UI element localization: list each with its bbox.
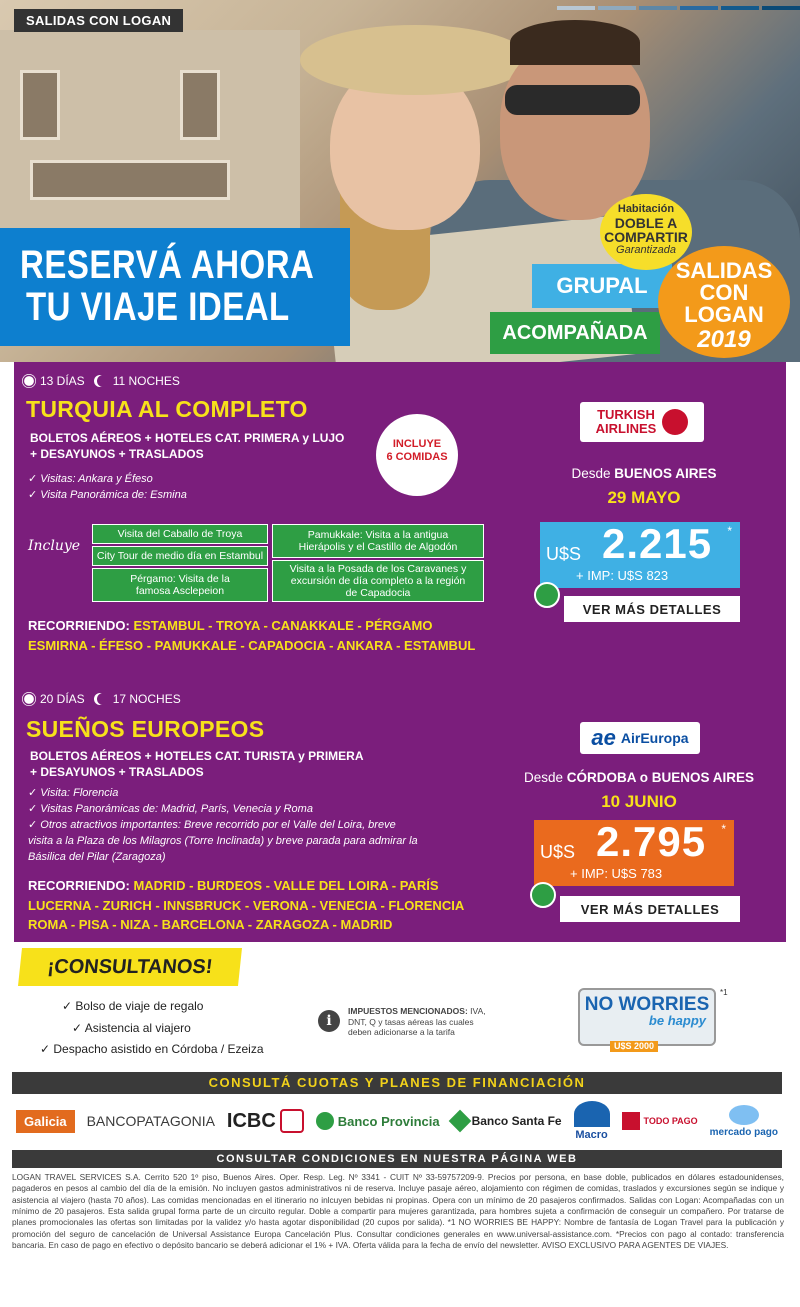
habitacion-badge: Habitación DOBLE A COMPARTIR Garantizada [600,194,692,270]
taxes: + IMP: U$S 783 [570,866,663,881]
section-tag: SALIDAS CON LOGAN [14,9,183,32]
trip-subtitle: BOLETOS AÉREOS + HOTELES CAT. TURISTA y PRIMERA + DESAYUNOS + TRASLADOS [30,749,364,780]
info-icon: i [318,1010,340,1032]
list-item: ✓ Visitas Panorámicas de: Madrid, París, Venecia y Roma [28,802,418,818]
galicia-logo: Galicia [16,1110,75,1133]
trip-route: RECORRIENDO: ESTAMBUL - TROYA - CANAKKALE - PÉRGAMO ESMIRNA - ÉFESO - PAMUKKALE - CAPADOCIA - ANKARA - ESTAMBUL [28,618,476,653]
legal-text: LOGAN TRAVEL SERVICES S.A. Cerrito 520 1º piso, Buenos Aires. Oper. Resp. Leg. Nº 3341 - CUIT Nº 33-59757209-9. Precios por persona, en base doble, publicados en dólares estadounidenses, pagaderos en pesos al cambio del día de la emisión. No incluyen gastos administrativos ni de reserva. Incluye pasaje aéreo, alojamiento con régimen de comidas, traslados y excursiones según se indique y asistencia al viajero (hasta 70 años). Las comidas mencionadas en el itinerario no inlcuyen bebidas ni propinas. Opera con un mínimo de 20 pasajeros confirmados. Salidas con Logan: Acompañadas con un mínimo de 20 pasajeros. Esta salida grupal forma parte de un circuito regular. Doble a compartir para mujeres garantizada, para hombres sujeta a confirmación de conseguir un compañero. Por tratarse de planes promocionales las ofertas son limitadas por la validez y/o hasta agotar disponibilidad (20 cupos por salida). *1 NO WORRIES BE HAPPY: Nombre de fantasía de Logan Travel para la publicación y promoción del seguro de cancelación de Universal Assistance Europa Cancelación Plus. Consultar condiciones generales en www.universal-assistance.com. *Precios con pago al contado: transferencia bancaria. En caso de pago en efectivo o depósito bancario se deberá adicionar el 1% + IVA. Oferta válida para la fecha de envío del newsletter. AVISO EXCLUSIVO PARA AGENTES DE VIAJES. [12,1172,784,1251]
included-item: Pamukkale: Visita a la antigua Hierápolis y el Castillo de Algodón [272,524,484,558]
included-item: City Tour de medio día en Estambul [92,546,268,566]
included-item: Visita a la Posada de los Caravanes y excursión de día completo a la región de Capadocia [272,560,484,602]
santafe-logo: Banco Santa Fe [452,1113,562,1129]
macro-icon [574,1101,610,1127]
departure-date: 10 JUNIO [601,792,677,811]
moon-icon [97,375,109,387]
ver-detalles-button[interactable]: VER MÁS DETALLES [564,596,740,622]
decorative-bars [557,6,800,10]
list-item: ✓ Otros atractivos importantes: Breve recorrido por el Valle del Loira, breve visita a la Plaza de los Milagros (Torre Inclinada) y breve parada para admirar la Básilica del Pilar (Zaragoza) [28,818,418,866]
sun-icon [24,376,34,386]
sun-icon [24,694,34,704]
included-item: Visita del Caballo de Troya [92,524,268,544]
incluye-comidas-badge: INCLUYE 6 COMIDAS [376,414,458,496]
price-box: U$S 2.795 * + IMP: U$S 783 [534,820,734,886]
list-item: ✓ Visitas: Ankara y Éfeso [28,472,187,488]
banks-row [12,1096,782,1146]
headline-block [0,228,350,346]
taxes: + IMP: U$S 823 [576,568,669,583]
trip-duration: 20 DÍAS 17 NOCHES [22,692,181,706]
tulip-icon [662,409,688,435]
building-image [0,30,300,230]
condiciones-bar: CONSULTAR CONDICIONES EN NUESTRA PÁGINA WEB [12,1150,782,1168]
icbc-icon [280,1109,304,1133]
headline-line-2: TU VIAJE IDEAL [26,284,290,329]
salidas-logan-badge: SALIDAS CON LOGAN 2019 [658,246,790,358]
impuestos-note: IMPUESTOS MENCIONADOS: IVA, DNT, Q y tasas aéreas las cuales deben adicionarse a la tarifa [348,1006,486,1038]
headline-line-1: RESERVÁ AHORA [20,242,315,287]
handshake-icon [729,1105,759,1125]
incluye-label: Incluye [28,538,81,554]
moon-icon [97,693,109,705]
departure-date: 29 MAYO [607,488,681,507]
turkish-airlines-logo: TURKISH AIRLINES [580,402,704,442]
no-worries-logo: NO WORRIES be happy U$S 2000 [578,988,716,1046]
trip-turquia [14,362,786,662]
financiacion-bar: CONSULTÁ CUOTAS Y PLANES DE FINANCIACIÓN [12,1072,782,1094]
price-amount: 2.795 [596,818,707,865]
consultanos-button[interactable]: ¡CONSULTANOS! [18,948,242,986]
provincia-logo: Banco Provincia [316,1112,440,1130]
provincia-icon [316,1112,334,1130]
todopago-logo: TODO PAGO [622,1112,698,1130]
hand-pointer-icon [534,582,560,608]
visits-list [28,472,187,504]
man-photo [500,40,650,220]
trip-title: TURQUIA AL COMPLETO [26,396,308,422]
extras-list: ✓ Bolso de viaje de regalo ✓ Asistencia al viajero ✓ Despacho asistido en Córdoba / Ezeiza [40,999,264,1057]
offers-panel [14,362,786,942]
santafe-icon [448,1110,471,1133]
icbc-logo: ICBC [227,1109,304,1133]
patagonia-logo: BANCOPATAGONIA [86,1113,215,1129]
trip-title: SUEÑOS EUROPEOS [26,716,265,742]
aireuropa-logo: ae AirEuropa [580,722,700,754]
price-box: U$S 2.215 * + IMP: U$S 823 [540,522,740,588]
macro-logo: Macro [574,1101,610,1141]
trip-duration: 13 DÍAS 11 NOCHES [22,374,180,388]
trip-europa [14,680,786,940]
todopago-icon [622,1112,640,1130]
hero-banner [0,0,800,362]
hand-pointer-icon [530,882,556,908]
price-amount: 2.215 [602,520,713,567]
grupal-label: GRUPAL [532,264,672,308]
departure-city: Desde BUENOS AIRES [571,466,717,481]
ver-detalles-button[interactable]: VER MÁS DETALLES [560,896,740,922]
departure-city: Desde CÓRDOBA o BUENOS AIRES [523,770,755,785]
acompanada-label: ACOMPAÑADA [490,312,660,354]
mercadopago-logo: mercado pago [710,1105,778,1138]
list-item: ✓ Visita: Florencia [28,786,418,802]
trip-route: RECORRIENDO: MADRID - BURDEOS - VALLE DEL LOIRA - PARÍS LUCERNA - ZURICH - INNSBRUCK - VERONA - VENECIA - FLORENCIA ROMA - PISA - NIZA - BARCELONA - ZARAGOZA - MADRID [28,878,465,932]
list-item: ✓ Visita Panorámica de: Esmina [28,488,187,504]
visits-list [28,786,418,866]
trip-subtitle: BOLETOS AÉREOS + HOTELES CAT. PRIMERA y LUJO + DESAYUNOS + TRASLADOS [30,431,345,462]
included-item: Pérgamo: Visita de la famosa Asclepeion [92,568,268,602]
